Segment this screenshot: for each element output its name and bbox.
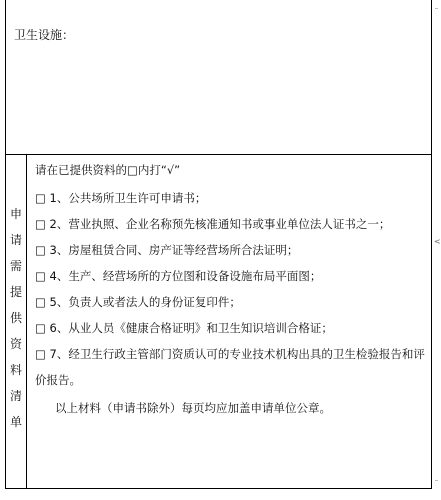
vertical-label-char: 请 bbox=[9, 233, 22, 247]
vertical-label-column bbox=[6, 155, 27, 488]
vertical-label-char: 料 bbox=[9, 363, 22, 377]
list-item: □ 5、负责人或者法人的身份证复印件； bbox=[35, 295, 241, 309]
list-item: □ 2、营业执照、企业名称预先核准通知书或事业单位法人证书之一； bbox=[35, 217, 391, 231]
list-item: □ 1、公共场所卫生许可申请书； bbox=[35, 191, 207, 205]
list-item: □ 7、经卫生行政主管部门资质认可的专业技术机构出具的卫生检验报告和评 bbox=[35, 347, 425, 361]
vertical-label-char: 提 bbox=[9, 285, 22, 299]
list-item: □ 6、从业人员《健康合格证明》和卫生知识培训合格证； bbox=[35, 321, 333, 335]
list-item-continuation: 价报告。 bbox=[35, 373, 81, 387]
vertical-label-char: 需 bbox=[9, 259, 22, 273]
vertical-label-char: 清 bbox=[9, 389, 22, 403]
vertical-label-char: 申 bbox=[9, 207, 22, 221]
list-item: □ 3、房屋租赁合同、房产证等经营场所合法证明； bbox=[35, 243, 299, 257]
materials-list bbox=[27, 155, 431, 488]
ruler-tick bbox=[435, 480, 438, 481]
vertical-label-char: 资 bbox=[9, 337, 22, 351]
margin-marker: < bbox=[434, 237, 441, 246]
vertical-label-char: 供 bbox=[9, 311, 22, 325]
sanitation-facilities-section bbox=[6, 0, 431, 155]
instruction-text: 请在已提供资料的□内打“√” bbox=[35, 163, 181, 177]
form-table bbox=[5, 0, 432, 489]
sanitation-facilities-label: 卫生设施： bbox=[14, 28, 75, 42]
vertical-label-char: 单 bbox=[9, 415, 22, 429]
ruler-tick bbox=[435, 8, 438, 9]
required-materials-section bbox=[6, 155, 431, 488]
seal-note: 以上材料（申请书除外）每页均应加盖申请单位公章。 bbox=[55, 401, 331, 415]
list-item: □ 4、生产、经营场所的方位图和设备设施布局平面图； bbox=[35, 269, 322, 283]
